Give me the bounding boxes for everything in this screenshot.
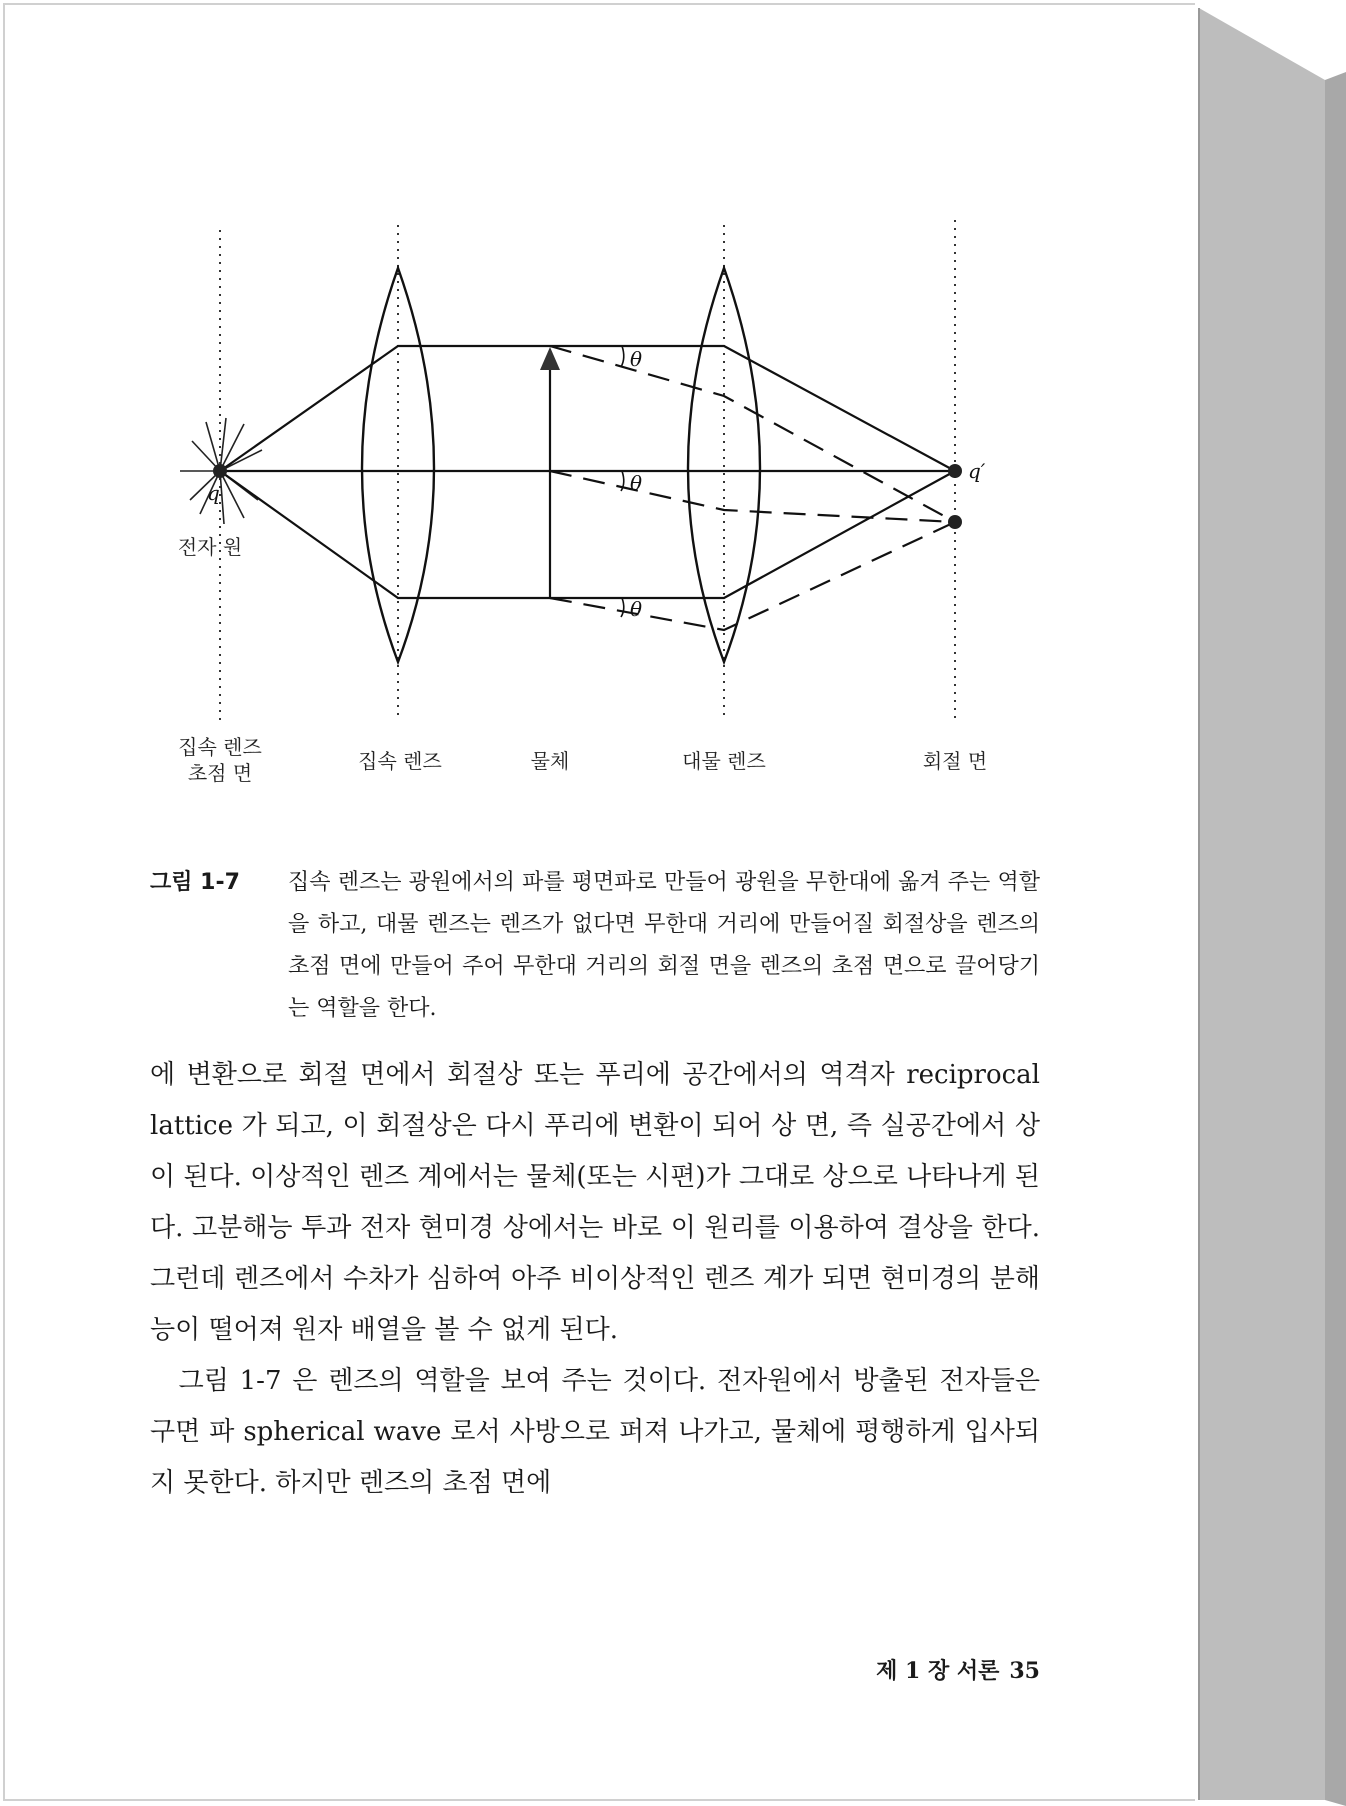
image-label-q-prime: q′ xyxy=(968,459,986,483)
chapter-title: 제 1 장 서론 xyxy=(876,1658,1000,1684)
page-footer xyxy=(820,1654,1040,1685)
theta-label-middle: θ xyxy=(630,471,643,495)
electron-source-label: 전자 원 xyxy=(177,535,243,559)
plane-label-objective-lens: 대물 렌즈 xyxy=(682,749,766,773)
plane-label-line: 초점 면 xyxy=(187,761,253,785)
lens-ray-diagram xyxy=(140,200,1020,800)
caption-label: 그림 1-7 xyxy=(150,870,240,895)
diffracted-rays xyxy=(550,346,955,630)
plane-label-diffraction: 회절 면 xyxy=(922,749,988,773)
body-paragraph-1: 에 변환으로 회절 면에서 회절상 또는 푸리에 공간에서의 역격자 reciprocal lattice 가 되고, 이 회절상은 다시 푸리에 변환이 되어 상 면, 즉 실공간에서 상이 된다. 이상적인 렌즈 계에서는 물체(또는 시편)가 그대로 상으로 나타나게 된다. 고분해능 투과 전자 현미경 상에서는 바로 이 원리를 이용하여 결상을 한다. 그런데 렌즈에서 수차가 심하여 아주 비이상적인 렌즈 계가 되면 현미경의 분해능이 떨어져 원자 배열을 볼 수 없게 된다. xyxy=(150,1060,1041,1345)
theta-arcs xyxy=(621,346,624,617)
diffraction-spot xyxy=(948,515,962,529)
body-paragraph-2: 그림 1-7 은 렌즈의 역할을 보여 주는 것이다. 전자원에서 방출된 전자들은 구면 파 spherical wave 로서 사방으로 퍼져 나가고, 물체에 평행하게 입사되지 못한다. 하지만 렌즈의 초점 면에 xyxy=(150,1366,1040,1498)
book-side-edge xyxy=(1195,0,1346,1806)
plane-label-line: 집속 렌즈 xyxy=(178,735,262,759)
ray-diagram-svg xyxy=(140,200,1020,800)
caption-text: 집속 렌즈는 광원에서의 파를 평면파로 만들어 광원을 무한대에 옮겨 주는 역할을 하고, 대물 렌즈는 렌즈가 없다면 무한대 거리에 만들어질 회절상을 렌즈의 초점 면에 만들어 주어 무한대 거리의 회절 면을 렌즈의 초점 면으로 끌어당기는 역할을 한다. xyxy=(288,870,1040,1021)
image-point-q-prime xyxy=(948,464,962,478)
plane-label-condenser-focal xyxy=(150,734,290,786)
plane-label-condenser-lens: 집속 렌즈 xyxy=(358,749,442,773)
theta-label-top: θ xyxy=(630,347,643,371)
page-number: 35 xyxy=(1009,1658,1040,1684)
body-text xyxy=(150,1050,1040,1509)
theta-label-bottom: θ xyxy=(630,597,643,621)
source-point xyxy=(213,464,227,478)
object-arrow-head xyxy=(540,347,560,370)
source-label-q: q xyxy=(207,481,220,505)
plane-label-object: 물체 xyxy=(530,749,570,773)
